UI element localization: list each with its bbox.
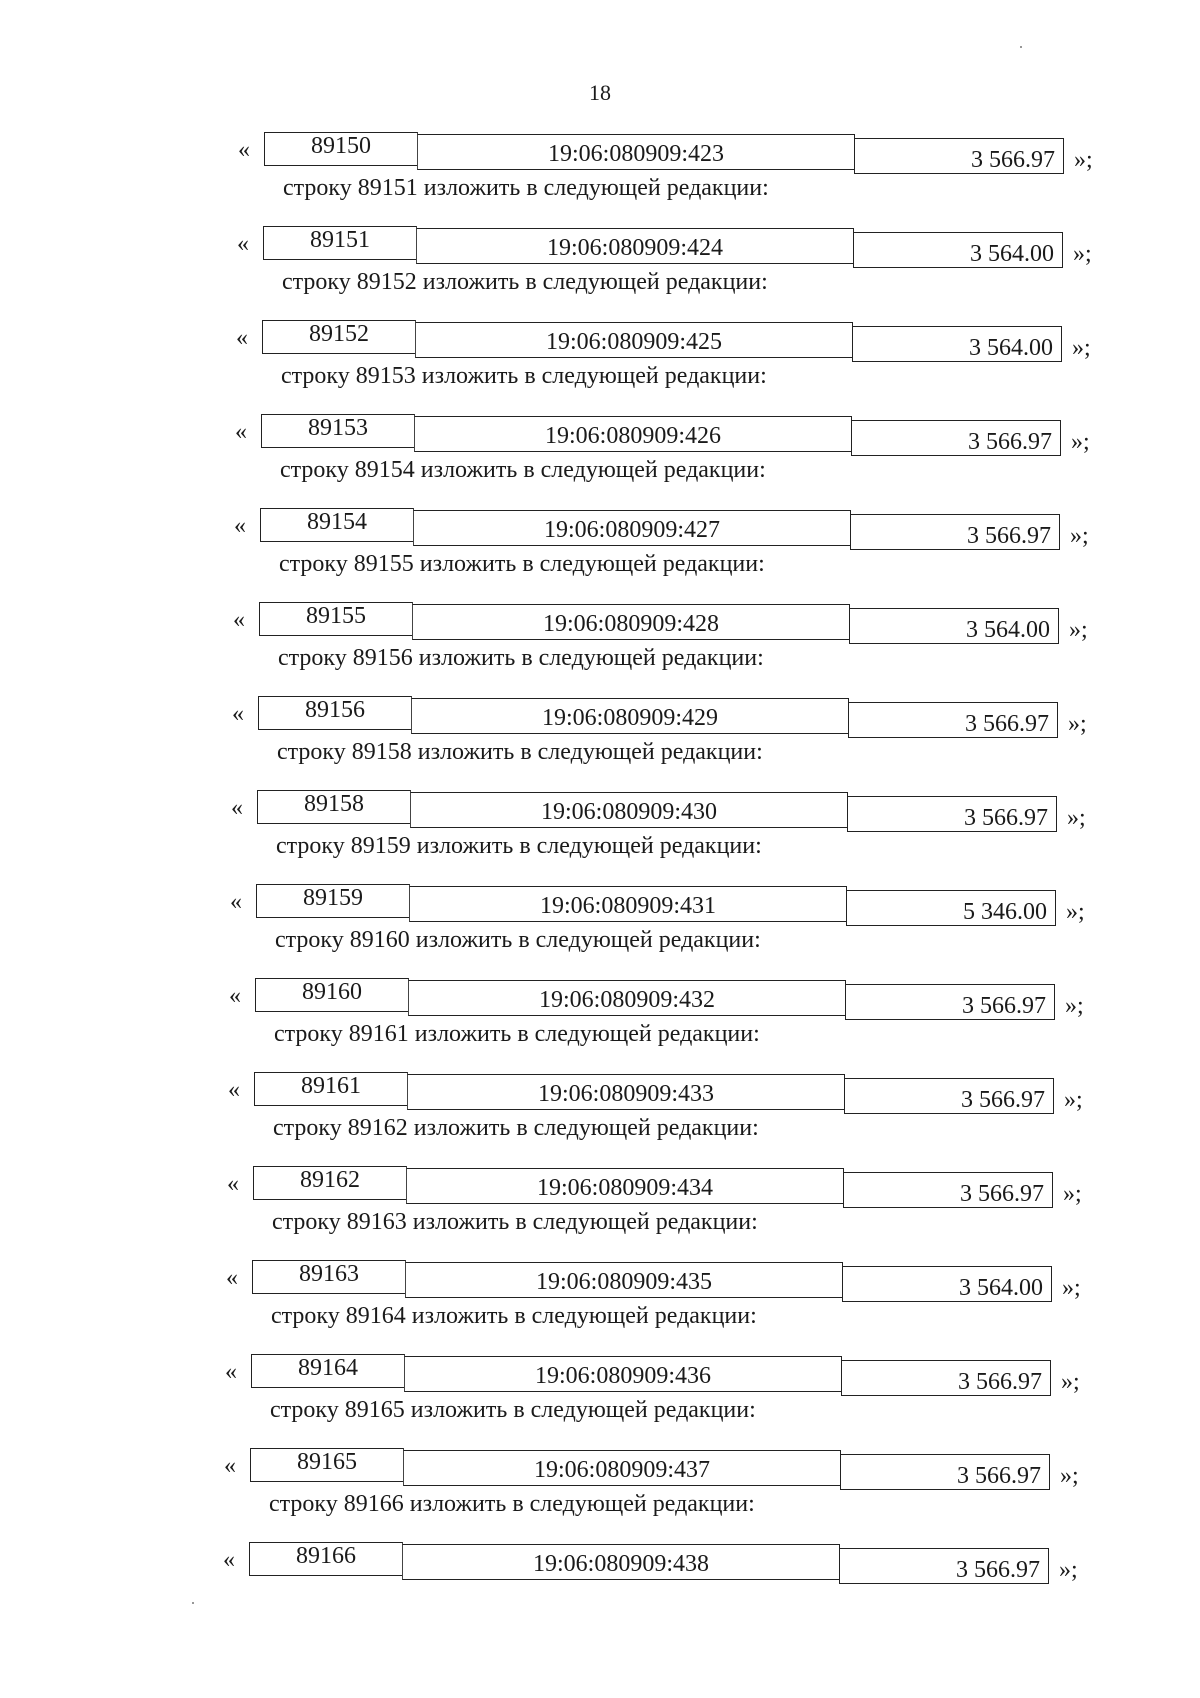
close-quote: »; — [1074, 147, 1093, 173]
amount: 3 566.97 — [961, 1087, 1045, 1113]
table-row — [227, 1166, 1099, 1207]
amendment-instruction: строку 89161 изложить в следующей редакции: — [274, 1021, 760, 1047]
open-quote: « — [226, 1265, 238, 1291]
row-number: 89166 — [296, 1543, 356, 1569]
close-quote: »; — [1070, 523, 1089, 549]
open-quote: « — [238, 137, 250, 163]
amount: 3 566.97 — [962, 993, 1046, 1019]
row-number: 89156 — [305, 697, 365, 723]
amount-cell — [852, 326, 1062, 362]
cadastral-number-cell — [408, 980, 846, 1016]
cadastral-number-cell — [402, 1544, 840, 1580]
amount: 3 566.97 — [956, 1557, 1040, 1583]
cadastral-number-cell — [417, 134, 855, 170]
cadastral-number-cell — [405, 1262, 843, 1298]
row-number-cell — [258, 696, 412, 730]
cadastral-number-cell — [415, 322, 853, 358]
row-number: 89160 — [302, 979, 362, 1005]
amount: 3 564.00 — [959, 1275, 1043, 1301]
row-number-cell — [251, 1354, 405, 1388]
cadastral-number-cell — [403, 1450, 841, 1486]
amount-cell — [854, 138, 1064, 174]
close-quote: »; — [1073, 241, 1092, 267]
amount: 3 566.97 — [967, 523, 1051, 549]
close-quote: »; — [1065, 993, 1084, 1019]
open-quote: « — [223, 1547, 235, 1573]
cadastral-number: 19:06:080909:423 — [547, 141, 724, 167]
amount: 3 566.97 — [960, 1181, 1044, 1207]
open-quote: « — [228, 1077, 240, 1103]
row-number-cell — [257, 790, 411, 824]
cadastral-number: 19:06:080909:435 — [535, 1269, 712, 1295]
cadastral-number: 19:06:080909:436 — [534, 1363, 711, 1389]
table-row — [232, 696, 1104, 737]
cadastral-number: 19:06:080909:432 — [538, 987, 715, 1013]
open-quote: « — [225, 1359, 237, 1385]
amount: 3 566.97 — [957, 1463, 1041, 1489]
amount: 3 566.97 — [968, 429, 1052, 455]
cadastral-number: 19:06:080909:426 — [544, 423, 721, 449]
table-row — [234, 508, 1106, 549]
row-number-cell — [253, 1166, 407, 1200]
table-row — [230, 884, 1102, 925]
amendment-instruction: строку 89158 изложить в следующей редакции: — [277, 739, 763, 765]
cadastral-number: 19:06:080909:429 — [541, 705, 718, 731]
row-number-cell — [255, 978, 409, 1012]
amount-cell — [844, 1078, 1054, 1114]
table-row — [233, 602, 1105, 643]
row-number-cell — [250, 1448, 404, 1482]
amount-cell — [845, 984, 1055, 1020]
amount-cell — [851, 420, 1061, 456]
cadastral-number: 19:06:080909:431 — [539, 893, 716, 919]
row-number-cell — [261, 414, 415, 448]
cadastral-number: 19:06:080909:427 — [543, 517, 720, 543]
amount-cell — [847, 796, 1057, 832]
cadastral-number: 19:06:080909:430 — [540, 799, 717, 825]
row-number: 89161 — [301, 1073, 361, 1099]
open-quote: « — [232, 701, 244, 727]
amendment-instruction: строку 89152 изложить в следующей редакции: — [282, 269, 768, 295]
row-number-cell — [260, 508, 414, 542]
cadastral-number: 19:06:080909:424 — [546, 235, 723, 261]
amount-cell — [840, 1454, 1050, 1490]
amendment-instruction: строку 89155 изложить в следующей редакции: — [279, 551, 765, 577]
amount: 3 566.97 — [965, 711, 1049, 737]
row-number: 89158 — [304, 791, 364, 817]
cadastral-number-cell — [414, 416, 852, 452]
row-number-cell — [259, 602, 413, 636]
table-row — [238, 132, 1110, 173]
close-quote: »; — [1062, 1275, 1081, 1301]
amount: 3 564.00 — [970, 241, 1054, 267]
close-quote: »; — [1067, 805, 1086, 831]
row-number-cell — [254, 1072, 408, 1106]
table-row — [235, 414, 1107, 455]
amount-cell — [839, 1548, 1049, 1584]
close-quote: »; — [1064, 1087, 1083, 1113]
amendment-instruction: строку 89160 изложить в следующей редакции: — [275, 927, 761, 953]
table-row — [225, 1354, 1097, 1395]
cadastral-number-cell — [412, 604, 850, 640]
row-number: 89154 — [307, 509, 367, 535]
amount: 3 566.97 — [964, 805, 1048, 831]
open-quote: « — [236, 325, 248, 351]
amendment-instruction: строку 89156 изложить в следующей редакции: — [278, 645, 764, 671]
open-quote: « — [233, 607, 245, 633]
row-number-cell — [264, 132, 418, 166]
cadastral-number-cell — [410, 792, 848, 828]
row-number: 89153 — [308, 415, 368, 441]
cadastral-number: 19:06:080909:433 — [537, 1081, 714, 1107]
amendment-instruction: строку 89153 изложить в следующей редакции: — [281, 363, 767, 389]
row-number: 89162 — [300, 1167, 360, 1193]
amount: 3 564.00 — [966, 617, 1050, 643]
cadastral-number: 19:06:080909:437 — [533, 1457, 710, 1483]
close-quote: »; — [1061, 1369, 1080, 1395]
cadastral-number-cell — [404, 1356, 842, 1392]
row-number: 89164 — [298, 1355, 358, 1381]
amount: 3 566.97 — [958, 1369, 1042, 1395]
open-quote: « — [224, 1453, 236, 1479]
amendment-instruction: строку 89165 изложить в следующей редакции: — [270, 1397, 756, 1423]
table-row — [224, 1448, 1096, 1489]
cadastral-number-cell — [409, 886, 847, 922]
table-row — [228, 1072, 1100, 1113]
amount-cell — [849, 608, 1059, 644]
row-number: 89151 — [310, 227, 370, 253]
open-quote: « — [229, 983, 241, 1009]
amount: 5 346.00 — [963, 899, 1047, 925]
cadastral-number-cell — [406, 1168, 844, 1204]
row-number-cell — [256, 884, 410, 918]
amount-cell — [853, 232, 1063, 268]
row-number: 89163 — [299, 1261, 359, 1287]
scan-speck — [1020, 46, 1022, 48]
row-number-cell — [262, 320, 416, 354]
amendment-instruction: строку 89164 изложить в следующей редакции: — [271, 1303, 757, 1329]
open-quote: « — [237, 231, 249, 257]
table-row — [236, 320, 1108, 361]
cadastral-number: 19:06:080909:438 — [532, 1551, 709, 1577]
table-row — [237, 226, 1109, 267]
close-quote: »; — [1060, 1463, 1079, 1489]
close-quote: »; — [1059, 1557, 1078, 1583]
amount-cell — [843, 1172, 1053, 1208]
amendment-instruction: строку 89163 изложить в следующей редакции: — [272, 1209, 758, 1235]
row-number: 89150 — [311, 133, 371, 159]
row-number-cell — [252, 1260, 406, 1294]
page-number: 18 — [589, 80, 611, 105]
row-number: 89155 — [306, 603, 366, 629]
cadastral-number-cell — [413, 510, 851, 546]
close-quote: »; — [1071, 429, 1090, 455]
row-number-cell — [249, 1542, 403, 1576]
amount-cell — [850, 514, 1060, 550]
row-number: 89165 — [297, 1449, 357, 1475]
amendment-instruction: строку 89166 изложить в следующей редакции: — [269, 1491, 755, 1517]
close-quote: »; — [1069, 617, 1088, 643]
row-number: 89159 — [303, 885, 363, 911]
open-quote: « — [235, 419, 247, 445]
row-number-cell — [263, 226, 417, 260]
open-quote: « — [227, 1171, 239, 1197]
open-quote: « — [231, 795, 243, 821]
amount-cell — [841, 1360, 1051, 1396]
cadastral-number: 19:06:080909:428 — [542, 611, 719, 637]
cadastral-number: 19:06:080909:425 — [545, 329, 722, 355]
amendment-instruction: строку 89151 изложить в следующей редакции: — [283, 175, 769, 201]
open-quote: « — [230, 889, 242, 915]
cadastral-number: 19:06:080909:434 — [536, 1175, 713, 1201]
table-row — [229, 978, 1101, 1019]
amendment-instruction: строку 89159 изложить в следующей редакции: — [276, 833, 762, 859]
cadastral-number-cell — [416, 228, 854, 264]
amendment-instruction: строку 89162 изложить в следующей редакции: — [273, 1115, 759, 1141]
cadastral-number-cell — [411, 698, 849, 734]
amount-cell — [842, 1266, 1052, 1302]
amount: 3 566.97 — [971, 147, 1055, 173]
close-quote: »; — [1063, 1181, 1082, 1207]
row-number: 89152 — [309, 321, 369, 347]
close-quote: »; — [1066, 899, 1085, 925]
cadastral-number-cell — [407, 1074, 845, 1110]
amount-cell — [846, 890, 1056, 926]
table-row — [226, 1260, 1098, 1301]
open-quote: « — [234, 513, 246, 539]
table-row — [231, 790, 1103, 831]
close-quote: »; — [1072, 335, 1091, 361]
close-quote: »; — [1068, 711, 1087, 737]
amount: 3 564.00 — [969, 335, 1053, 361]
amendment-instruction: строку 89154 изложить в следующей редакции: — [280, 457, 766, 483]
table-row — [223, 1542, 1095, 1583]
scan-speck — [192, 1602, 194, 1604]
amount-cell — [848, 702, 1058, 738]
